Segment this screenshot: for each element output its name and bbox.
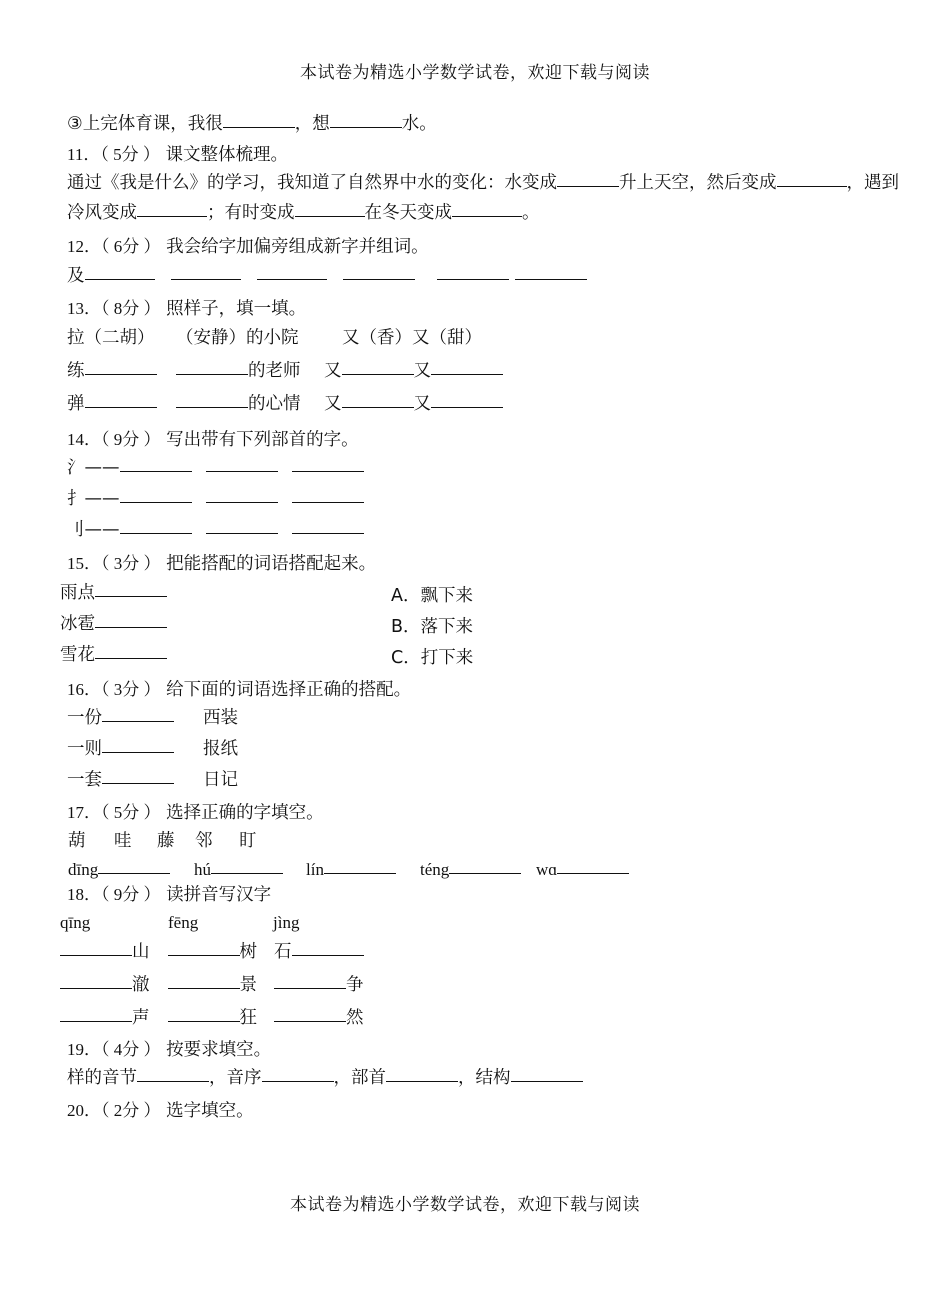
q11-line1: 通过《我是什么》的学习，我知道了自然界中水的变化：水变成 升上天空，然后变成 ，遇到 bbox=[67, 173, 899, 193]
answer-blank[interactable] bbox=[386, 1080, 458, 1082]
answer-blank[interactable] bbox=[437, 278, 509, 280]
q17-char-1: 葫 bbox=[68, 831, 86, 851]
answer-blank[interactable] bbox=[60, 954, 132, 956]
answer-blank[interactable] bbox=[211, 872, 283, 874]
answer-blank[interactable] bbox=[102, 720, 174, 722]
answer-blank[interactable] bbox=[431, 406, 503, 408]
answer-blank[interactable] bbox=[257, 278, 327, 280]
answer-blank[interactable] bbox=[171, 278, 241, 280]
q17-pinyin-item: wɑ bbox=[536, 859, 629, 881]
q18-row-1: 山 树 石 bbox=[60, 941, 364, 963]
answer-blank[interactable] bbox=[295, 215, 365, 217]
q13-row2-col2: 的心情 bbox=[176, 393, 301, 415]
answer-blank[interactable] bbox=[431, 373, 503, 375]
answer-blank[interactable] bbox=[292, 954, 364, 956]
answer-blank[interactable] bbox=[120, 501, 192, 503]
answer-blank[interactable] bbox=[206, 532, 278, 534]
q17-pinyin-item: dīng bbox=[68, 859, 170, 881]
answer-blank[interactable] bbox=[168, 954, 240, 956]
question-13-heading: 13．（ 8分 ） 照样子，填一填。 bbox=[67, 299, 307, 319]
answer-blank[interactable] bbox=[292, 501, 364, 503]
answer-blank[interactable] bbox=[85, 373, 157, 375]
answer-blank[interactable] bbox=[168, 987, 240, 989]
q16-right-item: 西装 bbox=[203, 708, 238, 728]
q18-row-2: 澈 景 争 bbox=[60, 974, 364, 996]
q17-char-5: 盯 bbox=[239, 831, 257, 851]
answer-blank[interactable] bbox=[452, 215, 522, 217]
answer-blank[interactable] bbox=[342, 373, 414, 375]
q18-pinyin-2: fēng bbox=[168, 913, 199, 932]
question-19-heading: 19．（ 4分 ） 按要求填空。 bbox=[67, 1040, 272, 1060]
answer-blank[interactable] bbox=[449, 872, 521, 874]
question-11-heading: 11．（ 5分 ） 课文整体梳理。 bbox=[67, 145, 288, 165]
page-footer: 本试卷为精选小学数学试卷，欢迎下载与阅读 bbox=[290, 1195, 640, 1215]
q17-char-4: 邻 bbox=[195, 831, 213, 851]
answer-blank[interactable] bbox=[515, 278, 587, 280]
q16-left-item: 一份 bbox=[67, 707, 174, 729]
answer-blank[interactable] bbox=[342, 406, 414, 408]
q19-fill-line: 样的音节 ，音序 ，部首 ，结构 bbox=[67, 1067, 583, 1089]
answer-blank[interactable] bbox=[85, 406, 157, 408]
answer-blank[interactable] bbox=[324, 872, 396, 874]
q16-left-item: 一套 bbox=[67, 769, 174, 791]
answer-blank[interactable] bbox=[330, 126, 402, 128]
answer-blank[interactable] bbox=[511, 1080, 583, 1082]
answer-blank[interactable] bbox=[777, 185, 847, 187]
q11-line2: 冷风变成 ；有时变成 在冬天变成 。 bbox=[67, 203, 540, 223]
answer-blank[interactable] bbox=[120, 532, 192, 534]
answer-blank[interactable] bbox=[176, 373, 248, 375]
answer-blank[interactable] bbox=[557, 872, 629, 874]
answer-blank[interactable] bbox=[274, 987, 346, 989]
q12-row: 及 bbox=[67, 265, 587, 287]
answer-blank[interactable] bbox=[223, 126, 295, 128]
question-17-heading: 17．（ 5分 ） 选择正确的字填空。 bbox=[67, 803, 324, 823]
q18-pinyin-3: jìng bbox=[273, 913, 300, 932]
q15-option-c: C．打下来 bbox=[391, 648, 474, 668]
answer-blank[interactable] bbox=[137, 215, 207, 217]
answer-blank[interactable] bbox=[95, 626, 167, 628]
answer-blank[interactable] bbox=[176, 406, 248, 408]
q17-pinyin-item: lín bbox=[306, 859, 396, 881]
q16-left-item: 一则 bbox=[67, 738, 174, 760]
question-14-heading: 14．（ 9分 ） 写出带有下列部首的字。 bbox=[67, 430, 359, 450]
q13-row1-col2: 的老师 bbox=[176, 360, 301, 382]
q14-row-water-radical: 氵—— bbox=[67, 457, 364, 479]
q13-row2-col3: 又 又 bbox=[324, 393, 503, 415]
answer-blank[interactable] bbox=[274, 1020, 346, 1022]
q17-char-3: 藤 bbox=[157, 831, 175, 851]
answer-blank[interactable] bbox=[95, 657, 167, 659]
answer-blank[interactable] bbox=[95, 595, 167, 597]
answer-blank[interactable] bbox=[168, 1020, 240, 1022]
answer-blank[interactable] bbox=[137, 1080, 209, 1082]
answer-blank[interactable] bbox=[60, 1020, 132, 1022]
answer-blank[interactable] bbox=[292, 470, 364, 472]
answer-blank[interactable] bbox=[120, 470, 192, 472]
answer-blank[interactable] bbox=[85, 278, 155, 280]
q10-line3: ③上完体育课，我很 ，想 水。 bbox=[67, 114, 437, 134]
q13-example-label-1: 拉（二胡） bbox=[67, 328, 155, 348]
q15-left-item: 雪花 bbox=[60, 644, 167, 666]
question-16-heading: 16．（ 3分 ） 给下面的词语选择正确的搭配。 bbox=[67, 680, 412, 700]
answer-blank[interactable] bbox=[206, 501, 278, 503]
page-header: 本试卷为精选小学数学试卷，欢迎下载与阅读 bbox=[300, 63, 650, 83]
answer-blank[interactable] bbox=[292, 532, 364, 534]
q15-left-item: 雨点 bbox=[60, 582, 167, 604]
q15-option-b: B．落下来 bbox=[391, 617, 474, 637]
q13-row1-col3: 又 又 bbox=[324, 360, 503, 382]
question-18-heading: 18．（ 9分 ） 读拼音写汉字 bbox=[67, 885, 272, 905]
q15-left-item: 冰雹 bbox=[60, 613, 167, 635]
q17-pinyin-item: hú bbox=[194, 859, 283, 881]
question-12-heading: 12．（ 6分 ） 我会给字加偏旁组成新字并组词。 bbox=[67, 237, 429, 257]
answer-blank[interactable] bbox=[343, 278, 415, 280]
answer-blank[interactable] bbox=[60, 987, 132, 989]
q16-right-item: 日记 bbox=[203, 770, 238, 790]
answer-blank[interactable] bbox=[102, 751, 174, 753]
q13-example-label-3: 又（香）又（甜） bbox=[342, 328, 482, 348]
answer-blank[interactable] bbox=[557, 185, 619, 187]
answer-blank[interactable] bbox=[98, 872, 170, 874]
question-15-heading: 15．（ 3分 ） 把能搭配的词语搭配起来。 bbox=[67, 554, 377, 574]
q16-right-item: 报纸 bbox=[203, 739, 238, 759]
answer-blank[interactable] bbox=[262, 1080, 334, 1082]
q14-row-knife-radical: 刂—— bbox=[67, 519, 364, 541]
q18-pinyin-1: qīng bbox=[60, 913, 91, 932]
q17-char-2: 哇 bbox=[114, 831, 132, 851]
q13-example-label-2: （安静）的小院 bbox=[176, 328, 299, 348]
q18-row-3: 声 狂 然 bbox=[60, 1007, 364, 1029]
q14-row-hand-radical: 扌—— bbox=[67, 488, 364, 510]
q15-option-a: A．飘下来 bbox=[391, 586, 473, 606]
q17-pinyin-item: téng bbox=[420, 859, 521, 881]
answer-blank[interactable] bbox=[102, 782, 174, 784]
q13-row1-col1: 练 bbox=[67, 360, 157, 382]
answer-blank[interactable] bbox=[206, 470, 278, 472]
question-20-heading: 20．（ 2分 ） 选字填空。 bbox=[67, 1101, 254, 1121]
q13-row2-col1: 弹 bbox=[67, 393, 157, 415]
